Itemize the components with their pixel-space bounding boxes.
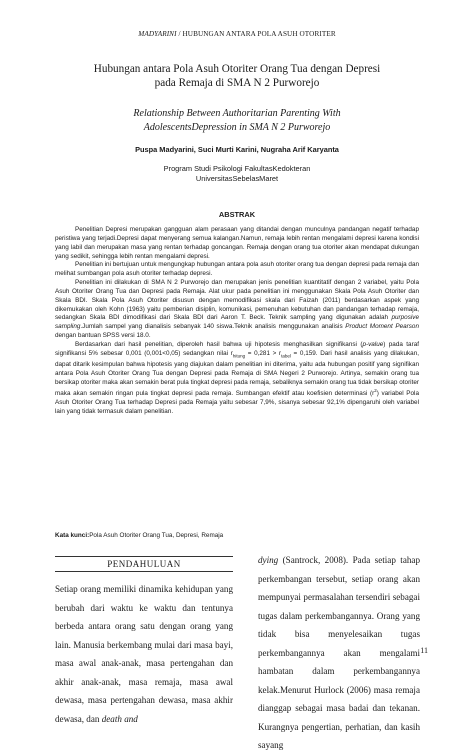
abstract-p3-method: Product Moment Pearson [345, 323, 419, 331]
affiliation-line-1: Program Studi Psikologi FakultasKedokteran [163, 164, 311, 173]
authors: Puspa Madyarini, Suci Murti Karini, Nugraha Arif Karyanta [135, 145, 339, 154]
running-head [0, 30, 474, 38]
intro-left-text: Setiap orang memiliki dinamika kehidupan yang berubah dari waktu ke waktu dan tentunya berbeda antara orang satu dengan orang yang lain. Manusia berkembang mulai dari masa bayi, masa awal anak-anak, masa pertengahan dan akhir anak-anak, masa remaja, masa awal dewasa, masa pertengahan dewasa, masa akhir dewasa, dan [55, 584, 233, 724]
intro-left-italic: death and [101, 713, 138, 724]
abstract-paragraph-4 [55, 341, 419, 417]
abstract-p4-text-b: ) pada taraf signifikansi 5% sebesar 0,001 (0,001<0,05) sedangkan nilai r [55, 340, 419, 357]
abstract-heading: ABSTRAK [218, 210, 256, 219]
paper-title-line-1: Hubungan antara Pola Asuh Otoriter Orang Tua dengan Depresi [93, 63, 381, 75]
abstract-p4-sub-tabel: tabel [281, 353, 291, 359]
abstract-p3-sampling: purposive sampling [55, 314, 419, 331]
abstract-paragraph-1: Penelitian Depresi merupakan gangguan alam perasaan yang ditandai dengan munculnya pandangan negatif terhadap peristiwa yang terjadi.Depresi dapat menyerang semua kalangan.Namun, remaja lebih rentan mengalami depresi karena kondisi yang labil dan merupakan masa yang rentan terhadap goncangan. Remaja dengan orang tua otoriter akan mendapat dukungan yang sedikit, sehingga lebih rentan mengalami depresi. [55, 226, 419, 260]
abstract-p3-text-b: .Jumlah sampel yang dianalisis sebanyak 140 siswa.Teknik analisis menggunakan analisis [80, 323, 346, 331]
intro-right-text: (Santrock, 2008). Pada setiap tahap perkembangan tersebut, setiap orang akan mempunyai permasalahan tersendiri sebagai tugas dalam perkembangannya. Orang yang tidak bisa menyelesaikan tugas perkembangannya akan mengalami hambatan dalam perkembangannya kelak.Menurut Hurlock (2006) masa remaja dianggap sebagai masa badai dan tekanan. Kurangnya pengertian, perhatian, dan kasih sayang [258, 555, 420, 750]
abstract-p4-sub-hitung: hitung [232, 353, 246, 359]
abstract-paragraph-3 [55, 279, 419, 341]
abstract-p4-sup: 2 [374, 388, 377, 394]
keywords [55, 532, 419, 539]
intro-column-left [55, 580, 233, 728]
running-head-author: MADYARINI [138, 30, 177, 38]
affiliation [120, 164, 354, 184]
abstract-p4-text-e: ) variabel Pola Asuh Otoriter Orang Tua terhadap Depresi pada Remaja yaitu sebesar 7,9%, sisanya sebesar 92,1% dipengaruhi oleh variabel lain yang tidak termasuk dalam penelitian. [55, 390, 419, 416]
abstract-p4-text-c: = 0,281 > r [245, 349, 282, 357]
paper-title [60, 62, 414, 90]
running-head-title: HUBUNGAN ANTARA POLA ASUH OTORITER [182, 30, 336, 38]
running-head-separator: / [176, 30, 183, 38]
abstract-paragraph-2: Penelitian ini bertujuan untuk mengungkap hubungan antara pola asuh otoriter orang tua dengan depresi pada remaja dan melihat sumbangan pola asuh otoriter terhadap depresi. [55, 261, 419, 278]
abstract-p4-pvalue: p-value [362, 340, 384, 348]
affiliation-line-2: UniversitasSebelasMaret [195, 174, 279, 183]
intro-column-right [258, 551, 420, 755]
paper-title-line-2: pada Remaja di SMA N 2 Purworejo [154, 77, 320, 89]
keywords-label: Kata kunci: [55, 532, 90, 539]
paper-title-english [60, 107, 414, 134]
abstract-p4-text-a: Berdasarkan dari hasil penelitian, diperoleh hasil bahwa uji hipotesis menghasilkan signifikansi ( [75, 340, 363, 348]
page-number: 11 [420, 646, 428, 655]
paper-title-english-line-2: AdolescentsDepression in SMA N 2 Purworejo [143, 121, 331, 133]
abstract-p3-text-a: Penelitian ini dilakukan di SMA N 2 Purworejo dan merupakan jenis penelitian kuantitatif dengan 2 variabel, yaitu Pola Asuh Otoriter Orang Tua dan Depresi pada Remaja. Alat ukur pada penelitian ini menggunakan Skala Pola Asuh Otoriter dan Skala BDI. Skala Pola Asuh Otoriter disusun dengan memodifikasi skala dari Faizah (2011) berdasarkan aspek yang dikemukakan oleh Kohn (1963) yaitu pemberian disiplin, komunikasi, pemenuhan kebutuhan dan pandangan terhadap remaja, sedangkan Skala BDI dimodifikasi dari Skala BDI dari Aaron T. Beck. Teknik sampling yang digunakan adalah [55, 279, 419, 322]
abstract-p4-text-d: = 0,159. Dari hasil analisis yang dilakukan, dapat ditarik kesimpulan bahwa hipotesis yang diajukan dalam penelitian ini diterima, yaitu ada hubungan positif yang signifikan antara Pola Asuh Otoriter Orang Tua dengan Depresi pada Remaja di SMA Negeri 2 Purworejo. Artinya, semakin orang tua bersikap otoriter maka akan semakin berat pula tingkat depresi pada remaja, sebaliknya semakin orang tua tidak bersikap otoriter maka akan semakin ringan pula tingkat depresi pada remaja. Sumbangan efektif atau koefisien determinasi (r [55, 349, 419, 398]
intro-left-paragraph [55, 580, 233, 728]
keywords-text: Pola Asuh Otoriter Orang Tua, Depresi, Remaja [89, 532, 224, 539]
section-heading-pendahuluan: PENDAHULUAN [55, 556, 233, 572]
paper-title-english-line-1: Relationship Between Authoritarian Parenting With [133, 108, 341, 119]
intro-right-italic: dying [258, 555, 279, 565]
abstract-p3-text-c: dengan bantuan SPSS versi 18.0. [55, 332, 151, 340]
intro-right-paragraph [258, 551, 420, 755]
abstract-body [55, 226, 419, 417]
